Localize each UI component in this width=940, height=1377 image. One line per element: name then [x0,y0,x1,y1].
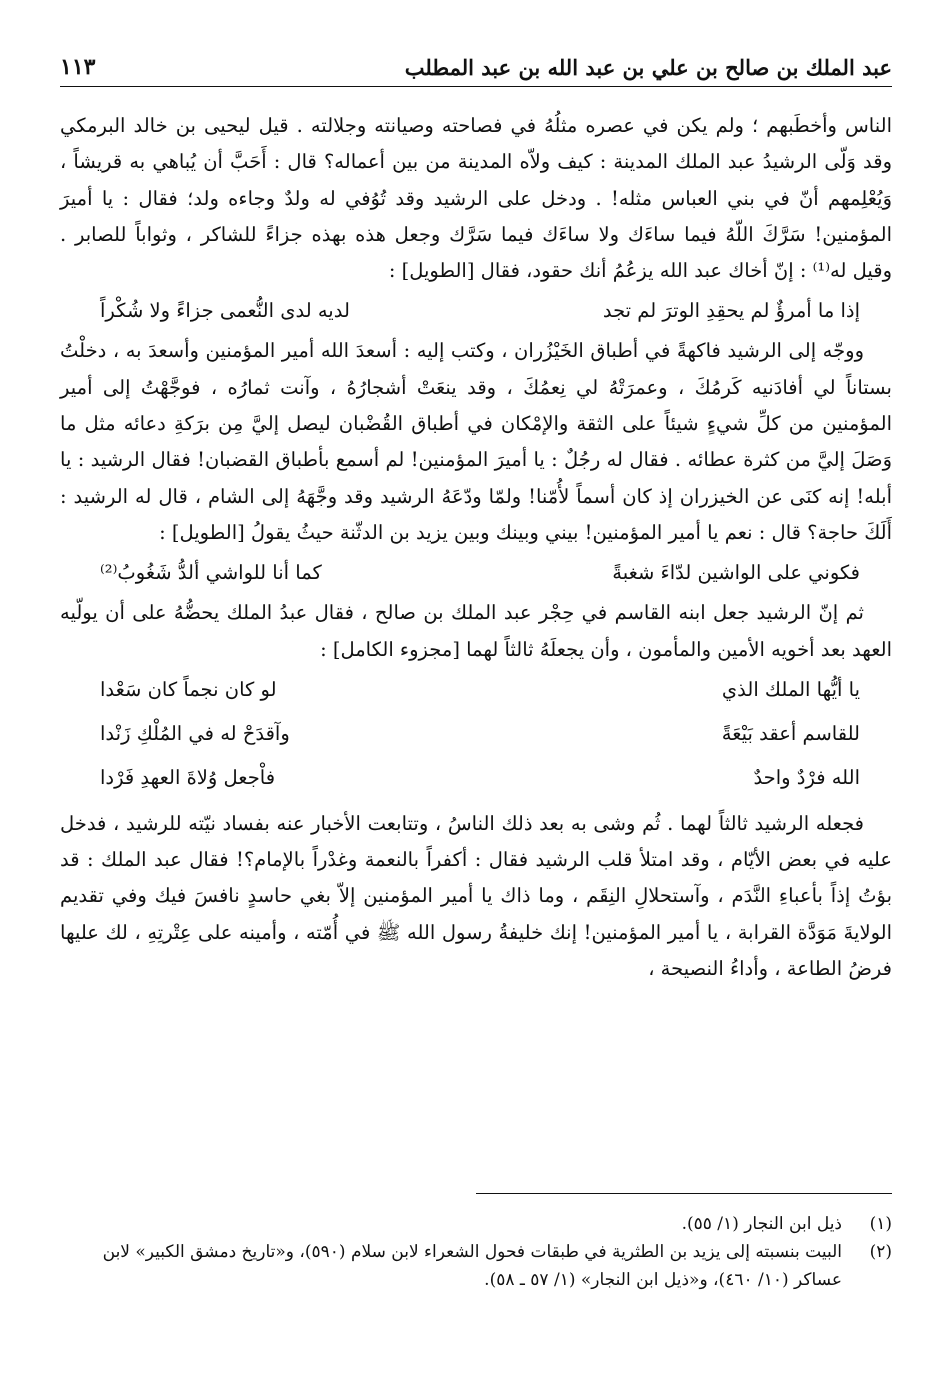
running-title: عبد الملك بن صالح بن علي بن عبد الله بن عبد المطلب [404,55,892,80]
main-text [60,108,892,987]
footnote-text: البيت بنسبته إلى يزيد بن الطثرية في طبقات فحول الشعراء لابن سلام (٥٩٠)، و«تاريخ دمشق الكبير» لابن عساكر (١٠/ ٤٦٠)، و«ذيل ابن النجار» (١/ ٥٧ ـ ٥٨). [102,1242,842,1290]
verse-first-hemistich: يا أيُّها الملك الذي [721,677,860,701]
verse-second-hemistich: وآقدَحْ له في المُلْكِ زَنْدا [100,721,290,745]
paragraph: الناس وأخطَبهم ؛ ولم يكن في عصره مثلُهُ في فصاحته وصيانته وجلالته . قيل ليحيى بن خالد البرمكي وقد وَلّى الرشيدُ عبد الملك المدينة : كيف ولاّه المدينة من بين أعماله؟ قال : أَحَبَّ أن يُباهي به قريشاً ، وَيُعْلِمهم أنّ في بني العباس مثله! . ودخل على الرشيد وقد تُوُفي له ولدٌ وجاءه ولد؛ فقال : يا أميرَ المؤمنين! سَرَّكَ اللّهُ فيما ساءَك ولا ساءَك فيما سَرَّك وجعل هذه بهذه جزاءً للشاكر ، وثواباً للصابر . وقيل له⁽¹⁾ : إنّ أخاك عبد الله يزعُمُ أنك حقود، فقال [الطويل] : [60,114,892,283]
paragraph: ووجّه إلى الرشيد فاكهةً في أطباق الخَيْزُران ، وكتب إليه : أسعدَ الله أمير المؤمنين وأسعدَ به ، دخلْتُ بستاناً لي أفادَنيه كَرمُكَ ، وعمرَتْهُ لي نِعمُكَ ، وقد ينعَتْ أشجارُهُ ، وآنت ثمارُه ، فوجَّهْتُ إلى أمير المؤمنين من كلِّ شيءٍ شيئاً على الثقة والإمْكان في أطباق القُضْبان ليصل إليَّ مِن برَكةِ دعائه مثل ما وَصَلَ إليَّ من كثرة عطائه . فقال له رجُلٌ : يا أميرَ المؤمنين! لم أسمع بأطباق القضبان! فقال الرشيد : يا أبله! إنه كنَى عن الخيزران إذ كان أسماً لأُمّنا! ولمّا ودّعَهُ الرشيد وقد وجَّهَهُ إلى الشام ، قال له الرشيد : أَلَكَ حاجة؟ قال : نعم يا أمير المؤمنين! بيني وبينك وبين يزيد بن الدثّنة حيثُ يقولُ [الطويل] : [60,339,892,544]
verse-line [60,712,892,756]
footnote [60,1210,892,1238]
verse-second-hemistich: لديه لدى النُّعمى جزاءً ولا شُكْراً [100,299,350,323]
verse-line [60,668,892,712]
verse-line [60,756,892,800]
footnote-separator [476,1193,892,1194]
verse-first-hemistich: إذا ما أمرؤٌ لم يحقِدِ الوترَ لم تجد [602,299,860,323]
page-number: ١١٣ [60,54,96,80]
footnote-number: (١) [869,1214,892,1234]
footnote-number: (٢) [869,1242,892,1262]
verse-first-hemistich: للقاسم أعقد بَيْعَةً [721,721,860,745]
footnote [60,1238,892,1294]
paragraph: ثم إنّ الرشيد جعل ابنه القاسم في حِجْر عبد الملك بن صالح ، فقال عبدُ الملك يحضُّهُ على أن يولّيه العهد بعد أخويه الأمين والمأمون ، وأن يجعلَهُ ثالثاً لهما [مجزوء الكامل] : [60,601,892,661]
verse-second-hemistich: لو كان نجماً كان سَعْدا [100,677,277,701]
footnote-text: ذيل ابن النجار (١/ ٥٥). [681,1214,842,1234]
verse-first-hemistich: الله فرْدٌ واحدٌ [753,765,860,789]
verse-first-hemistich: فكوني على الواشين لدّاءَ شغبةً [612,561,860,585]
running-header [60,38,892,87]
verse-second-hemistich: كما أنا للواشي ألدُّ شَغُوبُ⁽²⁾ [100,561,322,585]
verse-line [60,289,892,333]
paragraph: فجعله الرشيد ثالثاً لهما . ثُم وشى به بعد ذلك الناسُ ، وتتابعت الأخبار عنه بفساد نيّته للرشيد ، فدخل عليه في بعض الأيّام ، وقد امتلأ قلب الرشيد فقال : أكفراً بالنعمة وغدْراً بالإمام؟! فقال عبد الملك : قد بؤتُ إذاً بأعباءِ النَّدَم ، وآستحلالِ النِقَم ، وما ذاك يا أمير المؤمنين إلاّ بغي حاسدٍ نافسَ فيك وفي تقديم الولايةَ مَوَدَّة القرابة ، يا أمير المؤمنين! إنك خليفةُ رسول الله ﷺ في أُمّته ، وأمينه على عِتْرتِهِ ، لك عليها فرضُ الطاعة ، وأداءُ النصيحة ، [60,811,892,981]
verse-line [60,551,892,595]
verse-second-hemistich: فاْجعل وُلاةَ العهدِ فَرْدا [100,765,276,789]
footnotes [60,1210,892,1294]
